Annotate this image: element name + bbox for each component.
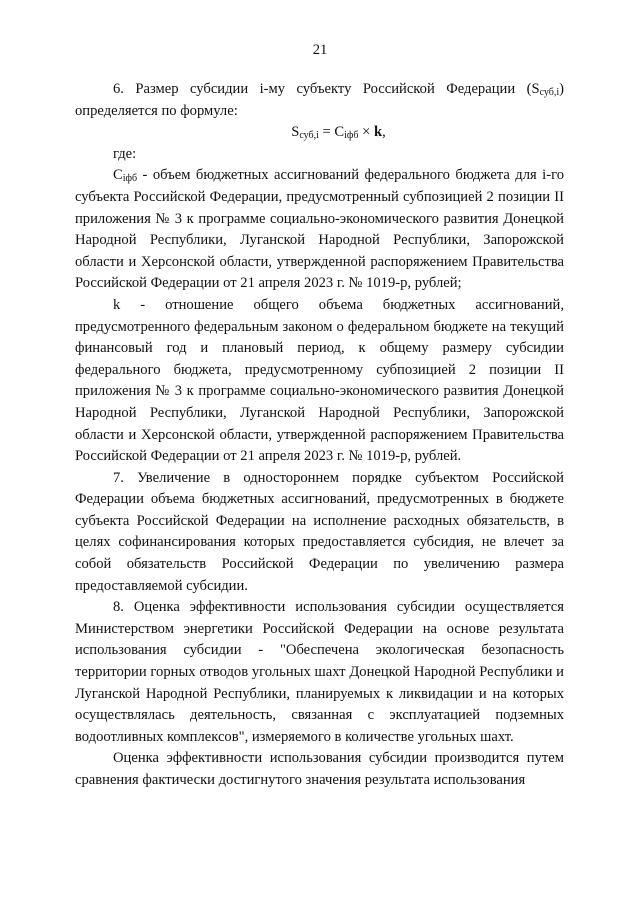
formula xyxy=(75,122,564,144)
p6-subscript: суб,i xyxy=(539,87,560,98)
page-number: 21 xyxy=(312,42,328,58)
formula-times: × xyxy=(358,124,375,141)
where-label: где: xyxy=(113,145,137,162)
formula-s-sub: суб,i xyxy=(299,130,319,142)
p6-tail: ) определяется по формуле: xyxy=(75,81,564,119)
paragraph-9: Оценка эффективности использования субсидии производится путем сравнения фактически достигнутого значения результата использования xyxy=(75,750,564,788)
k-definition: k - отношение общего объема бюджетных ассигнований, предусмотренного федеральным законом о федеральном бюджете на текущий финансовый год и плановый период, к общему размеру субсидии федерального бюджета, предусмотренному субпозицией 2 позиции II приложения № 3 к программе социально-экономического развития Донецкой Народной Республики, Луганской Народной Республики, Запорожской области и Херсонской области, утвержденной распоряжением Правительства Российской Федерации от 21 апреля 2023 г. № 1019-р, рублей. xyxy=(75,296,564,465)
formula-c-sub: iфб xyxy=(344,130,359,142)
paragraph-7: 7. Увеличение в одностороннем порядке субъектом Российской Федерации объема бюджетных ассигнований, предусмотренных в бюджете субъекта Российской Федерации на исполнение расходных обязательств, в целях софинансирования которых предоставляется субсидия, не влечет за собой обязательств Российской Федерации по увеличению размера предоставляемой субсидии. xyxy=(75,469,564,594)
p6-lead: 6. Размер субсидии i-му субъекту Российской Федерации (S xyxy=(113,81,540,97)
formula-k: k xyxy=(374,124,383,141)
c-subscript: iфб xyxy=(122,173,138,185)
c-definition-text: - объем бюджетных ассигнований федерального бюджета для i-го субъекта Российской Федерации, предусмотренный субпозицией 2 позиции II приложения № 3 к программе социально-экономического развития Донецкой Народной Республики, Луганской Народной Республики, Запорожской области и Херсонской области, утвержденной распоряжением Правительства Российской Федерации от 21 апреля 2023 г. № 1019-р, рублей; xyxy=(75,167,564,292)
paragraph-6 xyxy=(75,79,564,122)
formula-s: S xyxy=(291,124,300,141)
document-body xyxy=(75,79,564,792)
c-symbol: C xyxy=(113,167,123,184)
formula-end: , xyxy=(382,124,386,141)
paragraph-8: 8. Оценка эффективности использования субсидии осуществляется Министерством энергетики Российской Федерации на основе результата использования субсидии - "Обеспечена экологическая безопасность территории горных отводов угольных шахт Донецкой Народной Республики и Луганской Народной Республики, планируемых к ликвидации и на которых осуществлялась деятельность, связанная с эксплуатацией подземных водоотливных комплексов", измеряемого в количестве угольных шахт. xyxy=(75,599,564,745)
c-definition xyxy=(75,165,564,295)
formula-eq: = C xyxy=(318,124,345,141)
